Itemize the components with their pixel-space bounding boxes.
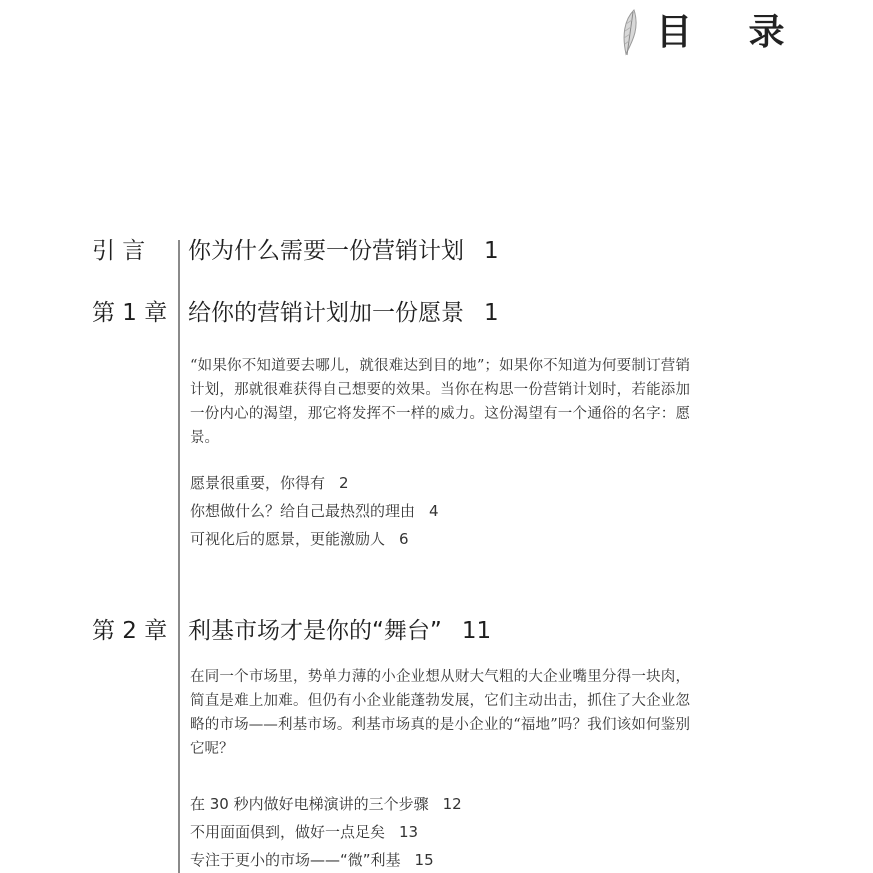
section-page-number: 4 [429, 502, 439, 520]
chapter-label: 第 1 章 [92, 300, 168, 326]
section-title: 不用面面俱到，做好一点足矣 [190, 823, 386, 841]
section-title: 在 30 秒内做好电梯演讲的三个步骤 [190, 795, 429, 813]
chapter-label: 引 言 [92, 238, 146, 264]
section-title: 你想做什么？给自己最热烈的理由 [190, 502, 416, 520]
page-header [618, 8, 807, 58]
toc-title: 目 录 [656, 12, 807, 53]
section-page-number: 13 [399, 823, 419, 841]
chapter-title: 利基市场才是你的“舞台” [188, 618, 442, 644]
section-page-number: 6 [399, 530, 409, 548]
section-title: 专注于更小的市场——“微”利基 [190, 851, 401, 869]
vertical-divider [178, 240, 180, 873]
chapter-page-number: 1 [484, 300, 499, 326]
toc-section-entry[interactable] [190, 822, 418, 842]
chapter-title: 给你的营销计划加一份愿景 [188, 300, 464, 326]
toc-section-entry[interactable] [190, 473, 349, 493]
toc-section-entry[interactable] [190, 794, 462, 814]
chapter-label: 第 2 章 [92, 618, 168, 644]
toc-entry-chapter-1[interactable] [92, 298, 499, 328]
chapter-page-number: 11 [461, 618, 492, 644]
chapter-1-summary: “如果你不知道要去哪儿，就很难达到目的地”；如果你不知道为何要制订营销计划，那就很难获得自己想要的效果。当你在构思一份营销计划时，若能添加一份内心的渴望，那它将发挥不一样的威力。这份渴望有一个通俗的名字：愿景。 [190, 358, 690, 446]
chapter-2-summary: 在同一个市场里，势单力薄的小企业想从财大气粗的大企业嘴里分得一块肉，简直是难上加难。但仍有小企业能蓬勃发展，它们主动出击，抓住了大企业忽略的市场——利基市场。利基市场真的是小企业的“福地”吗？我们该如何鉴别它呢？ [190, 669, 690, 757]
toc-section-entry[interactable] [190, 501, 439, 521]
section-title: 愿景很重要，你得有 [190, 474, 326, 492]
feather-icon [618, 8, 644, 58]
section-page-number: 15 [414, 851, 434, 869]
toc-entry-chapter-2[interactable] [92, 616, 491, 646]
toc-entry-intro[interactable] [92, 236, 499, 266]
chapter-page-number: 1 [484, 238, 499, 264]
chapter-title: 你为什么需要一份营销计划 [188, 238, 464, 264]
toc-section-entry[interactable] [190, 529, 409, 549]
section-title: 可视化后的愿景，更能激励人 [190, 530, 386, 548]
section-page-number: 2 [339, 474, 349, 492]
toc-section-entry[interactable] [190, 850, 434, 870]
section-page-number: 12 [442, 795, 462, 813]
